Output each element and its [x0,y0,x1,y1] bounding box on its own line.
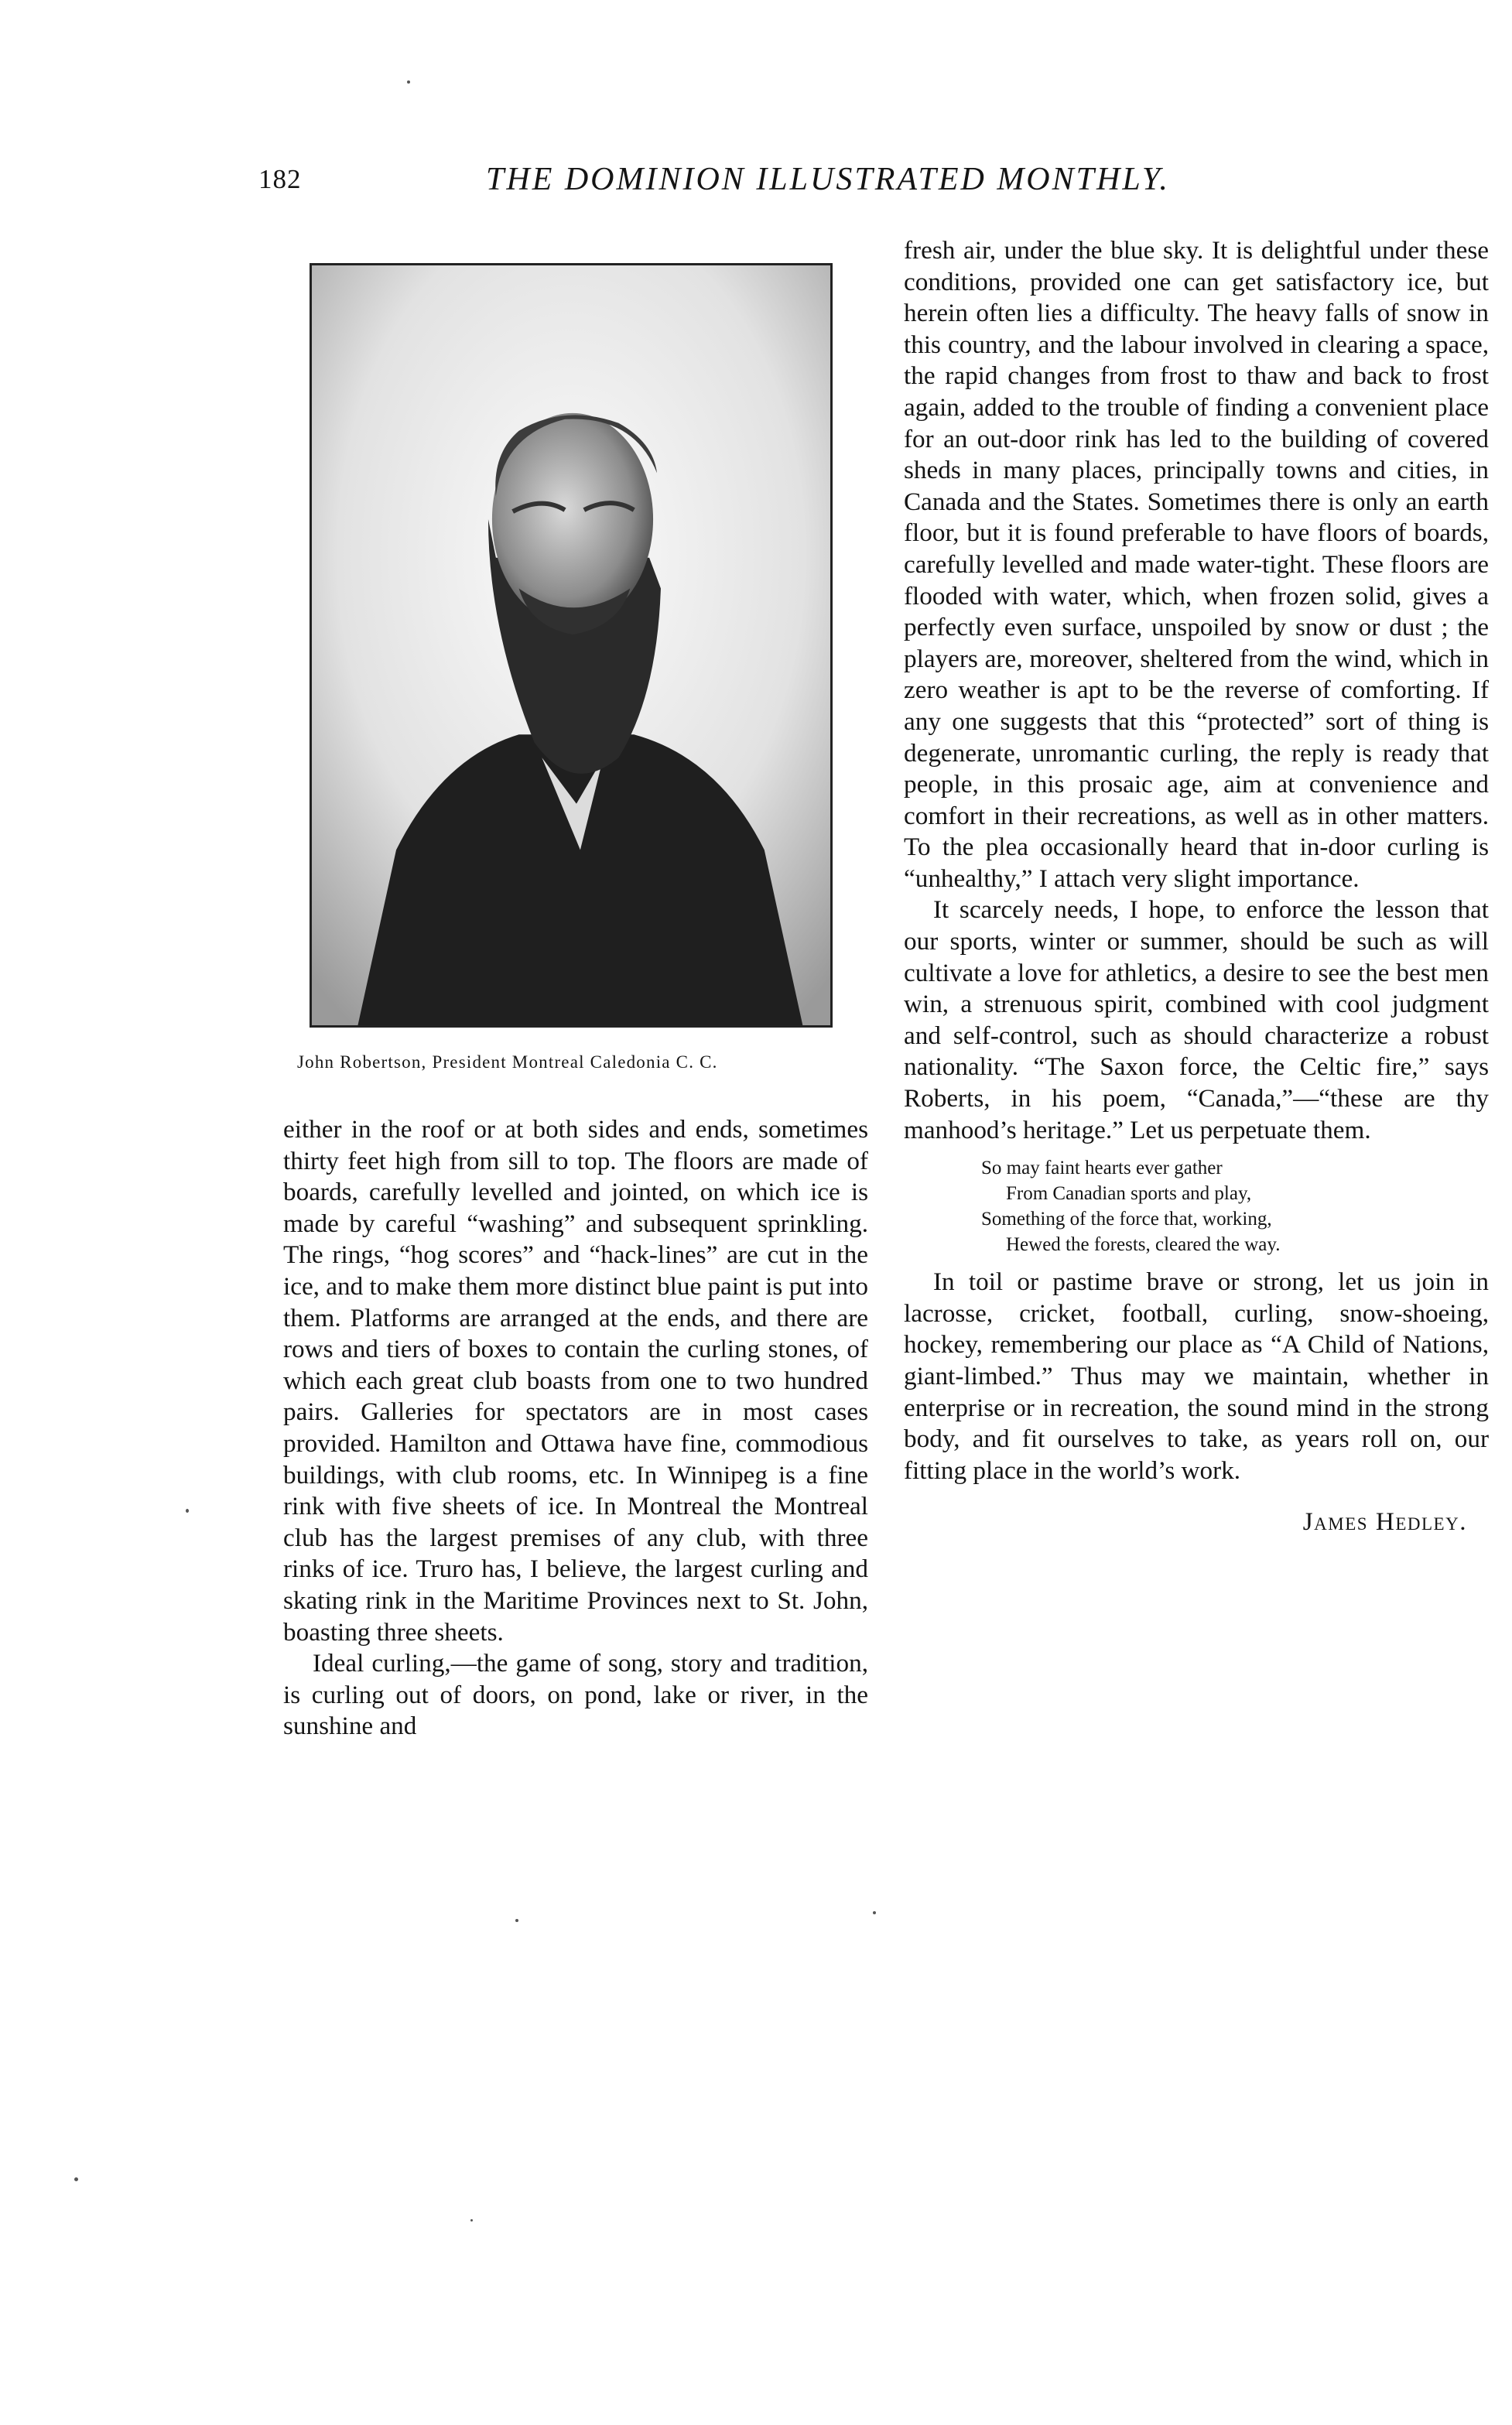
verse-line: Something of the force that, working, [981,1209,1272,1230]
right-paragraph-1: fresh air, under the blue sky. It is delightful under these conditions, provided one can get satisfactory ice, but herein often lies a difficulty. The heavy falls of snow in this country, and the labour involved in clearing a space, the rapid changes from frost to thaw and back to frost again, added to the trouble of finding a convenient place for an out-door rink has led to the building of covered sheds in many places, principally towns and cities, in Canada and the States. Sometimes there is only an earth floor, but it is found preferable to have floors of boards, carefully levelled and made water-tight. These floors are flooded with water, which, when frozen solid, gives a perfectly even surface, unspoiled by snow or dust ; the players are, moreover, sheltered from the wind, which in zero weather is apt to be the reverse of comforting. If any one suggests that this “protected” sort of thing is degenerate, unromantic curling, the reply is ready that people, in this prosaic age, aim at convenience and comfort in their recreations, as well as in other matters. To the plea occasionally heard that in-door curling is “unhealthy,” I attach very slight importance. [904,236,1489,893]
verse-line: From Canadian sports and play, [1006,1183,1252,1205]
page-speck [515,1919,518,1922]
portrait-illustration [312,265,830,1025]
portrait-photo [310,263,833,1028]
page-speck [186,1509,189,1513]
page-speck [407,80,410,84]
left-paragraph-2: Ideal curling,—the game of song, story and tradition, is curling out of doors, on pond, lake or river, in the sunshine and [283,1649,868,1741]
figure-caption: John Robertson, President Montreal Caledonia C. C. [297,1052,718,1072]
left-column [283,1114,868,1743]
right-column [904,235,1489,1538]
verse-line: Hewed the forests, cleared the way. [1006,1234,1281,1256]
author-signature: James Hedley. [1302,1507,1467,1537]
verse-quote [904,1155,1489,1257]
verse-line: So may faint hearts ever gather [981,1158,1223,1179]
right-paragraph-2: It scarcely needs, I hope, to enforce the lesson that our sports, winter or summer, should be such as will cultivate a love for athletics, a desire to see the best men win, a strenuous spirit, combined with cool judgment and self-control, such as should characterize a robust nationality. “The Saxon force, the Celtic fire,” says Roberts, in his poem, “Canada,”—“these are thy manhood’s heritage.” Let us perpetuate them. [904,895,1489,1144]
page-speck [873,1911,876,1914]
page-speck [470,2219,473,2221]
right-paragraph-3: In toil or pastime brave or strong, let us join in lacrosse, cricket, football, curling, snow-shoeing, hockey, remembering our place as “A Child of Nations, giant-limbed.” Thus may we maintain, whether in enterprise or in recreation, the sound mind in the strong body, and fit ourselves to take, as years roll on, our fitting place in the world’s work. [904,1267,1489,1485]
page-speck [74,2177,78,2181]
page-number: 182 [258,164,302,194]
running-title: THE DOMINION ILLUSTRATED MONTHLY. [486,162,1170,197]
left-paragraph-1: either in the roof or at both sides and ends, sometimes thirty feet high from sill to top. The floors are made of boards, carefully levelled and jointed, on which ice is made by careful “washing” and subsequent sprinkling. The rings, “hog scores” and “hack-lines” are cut in the ice, and to make them more distinct blue paint is put into them. Platforms are arranged at the ends, and there are rows and tiers of boxes to contain the curling stones, of which each great club boasts from one to two hundred pairs. Galleries for spectators are in most cases provided. Hamilton and Ottawa have fine, commodious buildings, with club rooms, etc. In Winnipeg is a fine rink with five sheets of ice. In Montreal the Montreal club has the largest premises of any club, with three rinks of ice. Truro has, I believe, the largest curling and skating rink in the Maritime Provinces next to St. John, boasting three sheets. [283,1115,868,1647]
